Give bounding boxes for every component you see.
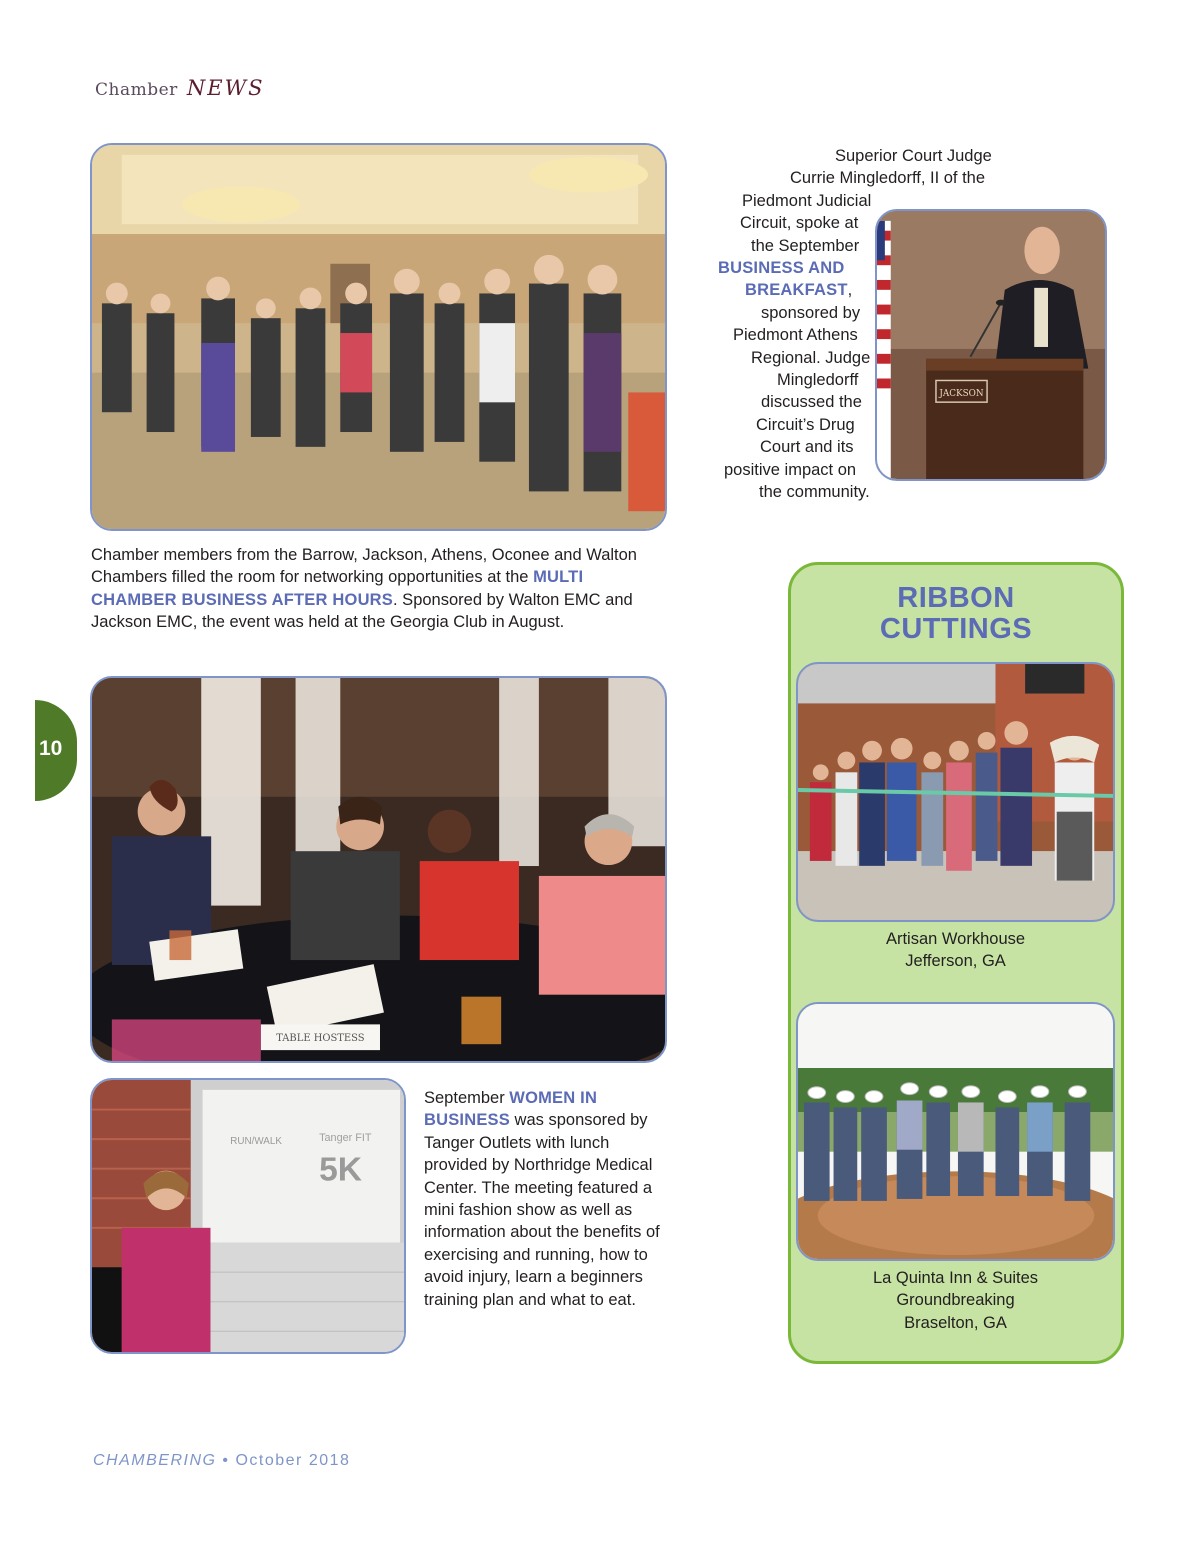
photo-la-quinta-groundbreaking bbox=[796, 1002, 1115, 1261]
page-number: 10 bbox=[39, 737, 63, 760]
multi-chamber-caption bbox=[91, 544, 671, 634]
caption-line: Groundbreaking bbox=[896, 1291, 1015, 1310]
page-footer bbox=[93, 1452, 350, 1470]
judge-line: discussed the bbox=[761, 393, 862, 412]
story-text: was sponsored by Tanger Outlets with lunch provided by Northridge Medical Center. The meeting featured a mini fashion show as well as information about the benefits of exercising and running, how to avoid injury, learn a beginners training plan and what to eat. bbox=[424, 1111, 660, 1309]
photo-artisan-workhouse-ribbon bbox=[796, 662, 1115, 922]
event-highlight: WOMEN IN BUSINESS bbox=[424, 1089, 598, 1130]
artisan-workhouse-caption bbox=[796, 928, 1115, 973]
judge-line: Currie Mingledorff, II of the bbox=[790, 169, 986, 188]
caption-line: Braselton, GA bbox=[904, 1313, 1007, 1332]
section-header bbox=[95, 76, 265, 100]
table-card-text: TABLE HOSTESS bbox=[276, 1033, 365, 1045]
judge-comma: , bbox=[847, 281, 853, 300]
judge-line: Piedmont Athens bbox=[733, 326, 858, 345]
ribbon-title-line1: RIBBON bbox=[897, 582, 1015, 614]
footer-separator: • bbox=[222, 1452, 230, 1469]
photo-women-in-business-speaker bbox=[90, 1078, 406, 1354]
caption-text: . Sponsored by Walton EMC and Jackson EMC, the event was held at the Georgia Club in August. bbox=[91, 590, 633, 632]
judge-line: Piedmont Judicial bbox=[742, 191, 872, 210]
slide-left-text: RUN/WALK bbox=[230, 1136, 282, 1148]
judge-line: the community. bbox=[759, 483, 870, 502]
section-header-big: NEWS bbox=[186, 76, 265, 100]
judge-line: sponsored by bbox=[761, 303, 861, 322]
judge-highlight-line: BREAKFAST bbox=[745, 281, 848, 300]
photo-judge-speaking bbox=[875, 209, 1107, 481]
photo-multi-chamber-event bbox=[90, 143, 667, 531]
photo-women-in-business-tables bbox=[90, 676, 667, 1063]
caption-line: Jefferson, GA bbox=[905, 952, 1006, 971]
slide-big-text: 5K bbox=[319, 1151, 362, 1189]
women-in-business-text bbox=[424, 1087, 664, 1311]
judge-line: positive impact on bbox=[724, 460, 857, 479]
ribbon-title-line2: CUTTINGS bbox=[879, 613, 1033, 645]
story-text: September bbox=[424, 1089, 510, 1107]
judge-line: Circuit, spoke at bbox=[740, 214, 859, 233]
judge-line: Mingledorff bbox=[777, 371, 859, 390]
judge-highlight-line: BUSINESS AND bbox=[718, 259, 845, 278]
judge-line: Court and its bbox=[760, 438, 854, 457]
footer-magazine: CHAMBERING bbox=[93, 1452, 217, 1469]
event-highlight: MULTI CHAMBER BUSINESS AFTER HOURS bbox=[91, 568, 584, 609]
judge-line: Circuit’s Drug bbox=[756, 415, 855, 434]
caption-text: Chamber members from the Barrow, Jackson, Athens, Oconee and Walton Chambers filled the room for networking opportunities at the bbox=[91, 546, 637, 587]
la-quinta-caption bbox=[796, 1267, 1115, 1334]
podium-logo-text: JACKSON bbox=[939, 389, 984, 400]
footer-issue: October 2018 bbox=[235, 1452, 351, 1469]
judge-line: Superior Court Judge bbox=[835, 147, 992, 165]
judge-line: the September bbox=[751, 236, 860, 255]
caption-line: Artisan Workhouse bbox=[885, 930, 1026, 948]
slide-brand-text: Tanger FIT bbox=[319, 1132, 372, 1145]
judge-line: Regional. Judge bbox=[751, 348, 871, 367]
section-header-small: Chamber bbox=[95, 80, 178, 100]
caption-line: La Quinta Inn & Suites bbox=[872, 1269, 1039, 1287]
